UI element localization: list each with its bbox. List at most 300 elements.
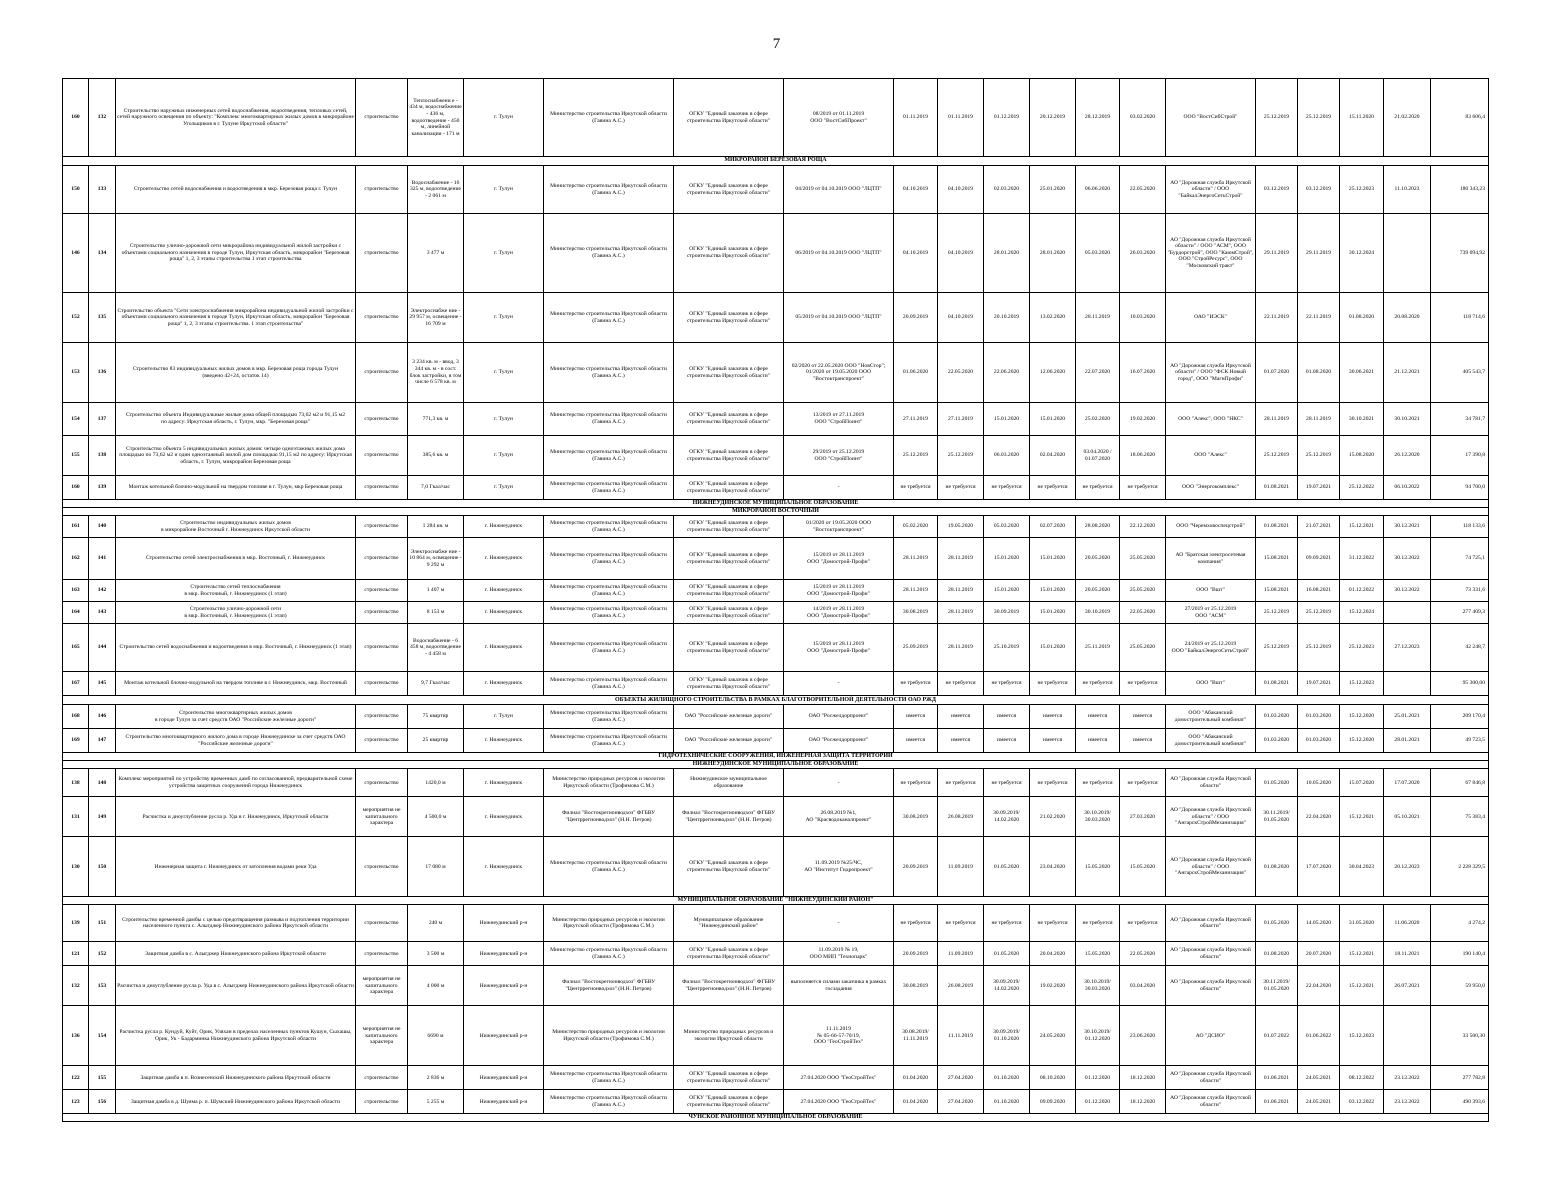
cell-contractor: ООО "Вшт" <box>1166 672 1256 696</box>
cell-date-1: 01.06.2020 <box>894 343 938 403</box>
cell-date-5: 30.10.2019/ 30.03.2020 <box>1076 797 1120 837</box>
cell-date-3: 22.06.2020 <box>984 343 1030 403</box>
cell-date-5: 30.10.2019/ 30.03.2020 <box>1076 966 1120 1006</box>
cell-location: Нижнеудинский р-н <box>464 1090 544 1114</box>
cell-customer: Филиал "Востокрегионводхоз" ФГБВУ "Центррегионводхоз" (Н.Н. Петров) <box>674 797 784 837</box>
cell-object-name: Строительство улично-дорожной сети микрорайона индивидуальной жилой застройки с объектами социального назначения в городе Тулун, Иркутская область, микрорайон "Березовая роща" 1, 2, 3 этапы строительства 1 этап строительства <box>116 214 356 293</box>
cell-design-contract: 15/2019 от 28.11.2019 ООО "Домострой-Профи" <box>784 538 894 580</box>
table-row <box>63 942 1489 966</box>
cell-cost: 490 393,6 <box>1431 1090 1489 1114</box>
cell-cost: 67 846,8 <box>1431 769 1489 797</box>
cell-item-number: 149 <box>89 797 116 837</box>
cell-contractor: ООО "ВостСибСтрой" <box>1166 79 1256 157</box>
cell-work-type: строительство <box>356 580 408 602</box>
cell-date-9: 31.05.2020 <box>1340 905 1384 942</box>
cell-date-9: 15.12.2021 <box>1340 516 1384 538</box>
cell-cost: 49 723,5 <box>1431 729 1489 753</box>
cell-cost: 83 606,4 <box>1431 79 1489 157</box>
cell-capacity: Теплоснабжени е - 434 м, водоснабжение - 436 м, водоотведение - 450 м, линейной канализации - 171 м <box>408 79 464 157</box>
cell-item-number: 156 <box>89 1090 116 1114</box>
cell-capacity: 3 234 кв. м - ввод, 3 344 кв. м - в сост. блок застройки, в том числе 6 578 кв. м <box>408 343 464 403</box>
cell-design-contract: 15/2019 от 28.11.2019 ООО "Домострой-Профи" <box>784 624 894 672</box>
cell-capacity: 240 м <box>408 905 464 942</box>
cell-date-7: 01.07.2022 <box>1256 1006 1298 1066</box>
cell-location: г. Тулун <box>464 705 544 729</box>
cell-date-8: 03.12.2019 <box>1298 166 1340 214</box>
cell-date-2: 04.10.2019 <box>938 166 984 214</box>
cell-work-type: строительство <box>356 79 408 157</box>
table-row <box>63 1006 1489 1066</box>
cell-date-7: 25.12.2019 <box>1256 602 1298 624</box>
cell-object-name: Строительство многоквартирных жилых домов в городе Тулун за счет средств ОАО "Российские железные дороги" <box>116 705 356 729</box>
cell-date-10: 23.12.2022 <box>1384 1066 1431 1090</box>
cell-cost: 95 300,00 <box>1431 672 1489 696</box>
cell-capacity: 771,3 кв. м <box>408 403 464 436</box>
table-row <box>63 476 1489 500</box>
cell-customer: ОГКУ "Единый заказчик в сфере строительства Иркутской области" <box>674 403 784 436</box>
cell-date-4: 25.01.2020 <box>1030 166 1076 214</box>
cell-contractor: ООО "Алекс", ООО "НКС" <box>1166 403 1256 436</box>
cell-date-7: 15.08.2021 <box>1256 580 1298 602</box>
cell-date-1: имеется <box>894 705 938 729</box>
cell-date-3: 25.10.2019 <box>984 624 1030 672</box>
cell-row-number: 123 <box>63 1090 89 1114</box>
cell-capacity: 1 284 кв. м <box>408 516 464 538</box>
cell-date-6: 26.03.2020 <box>1120 214 1166 293</box>
cell-location: г. Нижнеудинск <box>464 624 544 672</box>
cell-date-2: не требуется <box>938 476 984 500</box>
cell-location: г. Тулун <box>464 403 544 436</box>
cell-work-type: строительство <box>356 293 408 343</box>
cell-item-number: 150 <box>89 837 116 897</box>
cell-date-5: 20.05.2020 <box>1076 538 1120 580</box>
cell-location: Нижнеудинский р-н <box>464 1066 544 1090</box>
cell-cost: 33 500,30 <box>1431 1006 1489 1066</box>
cell-date-9: 15.12.2021 <box>1340 966 1384 1006</box>
cell-design-contract: 05/2019 от 04.10.2019 ООО "ЛЦТП" <box>784 293 894 343</box>
cell-contractor: ООО "Абаканский домостроительный комбинат" <box>1166 705 1256 729</box>
cell-row-number: 154 <box>63 403 89 436</box>
cell-date-10: 28.01.2021 <box>1384 729 1431 753</box>
cell-capacity: Электроснабже ние - 29 957 м, освещение - 16 709 м <box>408 293 464 343</box>
cell-date-1: 20.09.2019 <box>894 293 938 343</box>
cell-date-4: 24.05.2020 <box>1030 1006 1076 1066</box>
section-title: ОБЪЕКТЫ ЖИЛИЩНОГО СТРОИТЕЛЬСТВА В РАМКАХ БЛАГОТВОРИТЕЛЬНОЙ ДЕЯТЕЛЬНОСТИ ОАО РЖД <box>63 696 1489 705</box>
cell-object-name: Строительство многоквартирного жилого дома в городе Нижнеудинске за счет средств ОАО "Российские железные дороги" <box>116 729 356 753</box>
cell-cost: 190 140,4 <box>1431 942 1489 966</box>
cell-work-type: строительство <box>356 729 408 753</box>
cell-capacity: 6690 м <box>408 1006 464 1066</box>
cell-date-8: 24.05.2021 <box>1298 1090 1340 1114</box>
cell-date-6: 18.12.2020 <box>1120 1090 1166 1114</box>
cell-date-8: 01.03.2020 <box>1298 729 1340 753</box>
cell-item-number: 142 <box>89 580 116 602</box>
table-row <box>63 769 1489 797</box>
cell-design-contract: 11.09.2019 №25/ЧС, АО "Институт Гидропроект" <box>784 837 894 897</box>
cell-date-7: 25.12.2019 <box>1256 436 1298 476</box>
cell-contractor: ООО "Энергокомплекс" <box>1166 476 1256 500</box>
cell-date-6: не требуется <box>1120 905 1166 942</box>
cell-design-contract: 08/2019 от 01.11.2019 ООО "ВостСибПроект" <box>784 79 894 157</box>
cell-capacity: 5 255 м <box>408 1090 464 1114</box>
cell-date-7: 01.08.2021 <box>1256 672 1298 696</box>
cell-date-10 <box>1384 602 1431 624</box>
cell-date-6: 16.07.2020 <box>1120 343 1166 403</box>
cell-date-3: не требуется <box>984 769 1030 797</box>
cell-date-1: 04.10.2019 <box>894 214 938 293</box>
cell-object-name: Защитная дамба в с. Алыгджер Нижнеудинского района Иркутской области <box>116 942 356 966</box>
cell-date-3: не требуется <box>984 905 1030 942</box>
cell-contractor: АО "Дорожная служба Иркутской области" / ООО "БайкалЭнергоСетьСтрой" <box>1166 166 1256 214</box>
cell-item-number: 148 <box>89 769 116 797</box>
cell-date-9: 25.12.2023 <box>1340 624 1384 672</box>
cell-customer: Министерство природных ресурсов и экологии Иркутской области <box>674 1006 784 1066</box>
cell-row-number: 138 <box>63 769 89 797</box>
cell-date-3: 20.10.2019 <box>984 293 1030 343</box>
cell-date-6: 22.05.2020 <box>1120 942 1166 966</box>
cell-location: г. Тулун <box>464 293 544 343</box>
cell-design-contract: 04/2019 от 04.10.2019 ООО "ЛЦТП" <box>784 166 894 214</box>
cell-responsible-ministry: Филиал "Востокрегионводхоз" ФГБВУ "Центррегионводхоз" (Н.Н. Петров) <box>544 966 674 1006</box>
table-row <box>63 705 1489 729</box>
cell-date-5: имеется <box>1076 705 1120 729</box>
cell-date-2: 01.11.2019 <box>938 79 984 157</box>
cell-cost: 17 390,8 <box>1431 436 1489 476</box>
cell-date-5: 28.12.2019 <box>1076 79 1120 157</box>
cell-work-type: мероприятия не капитального характера <box>356 1006 408 1066</box>
cell-date-5: 01.12.2020 <box>1076 1090 1120 1114</box>
cell-date-1: 05.02.2020 <box>894 516 938 538</box>
cell-capacity: 3 477 м <box>408 214 464 293</box>
cell-date-2: 28.11.2019 <box>938 602 984 624</box>
cell-contractor: ООО "Алекс" <box>1166 436 1256 476</box>
cell-date-7: 01.08.2021 <box>1256 516 1298 538</box>
table-row <box>63 580 1489 602</box>
cell-row-number: 136 <box>63 1006 89 1066</box>
table-row <box>63 602 1489 624</box>
cell-date-2: не требуется <box>938 905 984 942</box>
cell-date-4: 15.01.2020 <box>1030 538 1076 580</box>
cell-date-2: 26.08.2019 <box>938 966 984 1006</box>
cell-location: г. Нижнеудинск <box>464 580 544 602</box>
cell-design-contract: ОАО "Росжелдорпроект" <box>784 705 894 729</box>
cell-date-4: 15.01.2020 <box>1030 624 1076 672</box>
cell-date-4: 13.02.2020 <box>1030 293 1076 343</box>
cell-date-2: 11.11.2019 <box>938 1006 984 1066</box>
cell-object-name: Расчистка и дноуглубление русла р. Уда в с. Алыгджер Нижнеудинского района Иркутской области <box>116 966 356 1006</box>
cell-design-contract: 14/2019 от 28.11.2019 ООО "Домострой-Профи" <box>784 602 894 624</box>
cell-date-4: имеется <box>1030 705 1076 729</box>
cell-date-10: 27.12.2023 <box>1384 624 1431 672</box>
table-row <box>63 624 1489 672</box>
cell-responsible-ministry: Министерство строительства Иркутской области (Гавина А.С.) <box>544 672 674 696</box>
cell-responsible-ministry: Министерство строительства Иркутской области (Гавина А.С.) <box>544 516 674 538</box>
cell-date-1: 27.11.2019 <box>894 403 938 436</box>
cell-capacity: 75 квартир <box>408 705 464 729</box>
cell-date-1: 30.08.2019 <box>894 966 938 1006</box>
cell-date-8: 22.04.2020 <box>1298 966 1340 1006</box>
table-row <box>63 403 1489 436</box>
cell-date-9: 15.11.2020 <box>1340 79 1384 157</box>
cell-date-4: 19.02.2020 <box>1030 966 1076 1006</box>
cell-date-2: 19.05.2020 <box>938 516 984 538</box>
cell-date-3: 28.01.2020 <box>984 214 1030 293</box>
cell-date-6: 22.05.2020 <box>1120 602 1166 624</box>
cell-object-name: Строительство наружных инженерных сетей водоснабжения, водоотведения, тепловых сетей, сетей наружного освещения по объекту: "Комплекс многоквартирных жилых домов в микрорайоне Угольщиков в г. Тулуне Иркутской области" <box>116 79 356 157</box>
cell-date-1: 01.04.2020 <box>894 1090 938 1114</box>
cell-design-contract: 01/2020 от 19.05.2020 ООО "Востоктранспроект" <box>784 516 894 538</box>
cell-location: г. Нижнеудинск <box>464 672 544 696</box>
cell-customer: ОГКУ "Единый заказчик в сфере строительства Иркутской области" <box>674 624 784 672</box>
cell-date-1: 20.09.2019 <box>894 837 938 897</box>
cell-contractor: ООО "Абаканский домостроительный комбинат" <box>1166 729 1256 753</box>
table-row <box>63 1090 1489 1114</box>
cell-object-name: Строительство 83 индивидуальных жилых домов в мкр. Березовая роща города Тулун (введено 42+24, остаток 14) <box>116 343 356 403</box>
cell-date-5: 15.05.2020 <box>1076 837 1120 897</box>
cell-work-type: строительство <box>356 1090 408 1114</box>
cell-row-number: 139 <box>63 905 89 942</box>
section-header-row <box>63 508 1489 516</box>
cell-date-3: 30.09.2019/ 14.02.2020 <box>984 797 1030 837</box>
cell-date-3: 30.09.2019 <box>984 602 1030 624</box>
cell-date-7: 01.08.2020 <box>1256 837 1298 897</box>
cell-date-9: 15.12.2021 <box>1340 797 1384 837</box>
cell-date-4: 21.02.2020 <box>1030 797 1076 837</box>
cell-contractor: АО "Дорожная служба Иркутской области" <box>1166 905 1256 942</box>
cell-date-5: 20.05.2020 <box>1076 580 1120 602</box>
cell-item-number: 138 <box>89 436 116 476</box>
cell-contractor: АО "Дорожная служба Иркутской области" / ООО "АнгарскСтройМеханизация" <box>1166 837 1256 897</box>
cell-row-number: 122 <box>63 1066 89 1090</box>
cell-date-8: 01.08.2020 <box>1298 343 1340 403</box>
cell-date-9: 30.12.2024 <box>1340 214 1384 293</box>
cell-date-8: 19.07.2021 <box>1298 672 1340 696</box>
cell-capacity: 9,7 Гкал/час <box>408 672 464 696</box>
cell-responsible-ministry: Министерство строительства Иркутской области (Гавина А.С.) <box>544 1066 674 1090</box>
cell-date-5: 30.10.2019 <box>1076 602 1120 624</box>
cell-date-7: 01.08.2020 <box>1256 942 1298 966</box>
cell-responsible-ministry: Министерство строительства Иркутской области (Гавина А.С.) <box>544 538 674 580</box>
table-row <box>63 672 1489 696</box>
cell-date-5: 05.03.2020 <box>1076 214 1120 293</box>
cell-object-name: Монтаж котельной блочно-модульной на твердом топливе в г. Тулун, мкр Березовая роща <box>116 476 356 500</box>
cell-cost: 34 781,7 <box>1431 403 1489 436</box>
cell-work-type: строительство <box>356 837 408 897</box>
table-row <box>63 729 1489 753</box>
cell-object-name: Комплекс мероприятий по устройству временных дамб по согласованной, предварительной схеме устройства защитных сооружений города Нижнеудинск <box>116 769 356 797</box>
cell-responsible-ministry: Министерство строительства Иркутской области (Гавина А.С.) <box>544 580 674 602</box>
cell-date-10: 26.12.2020 <box>1384 436 1431 476</box>
cell-capacity: Водоснабжение - 16 325 м, водоотведение - 2 061 м <box>408 166 464 214</box>
table-row <box>63 214 1489 293</box>
table-row <box>63 1066 1489 1090</box>
cell-responsible-ministry: Министерство строительства Иркутской области (Гавина А.С.) <box>544 705 674 729</box>
cell-date-3: имеется <box>984 729 1030 753</box>
cell-work-type: мероприятия не капитального характера <box>356 797 408 837</box>
cell-date-9: 15.12.2021 <box>1340 942 1384 966</box>
cell-work-type: мероприятия не капитального характера <box>356 966 408 1006</box>
cell-date-1: 01.11.2019 <box>894 79 938 157</box>
cell-date-10 <box>1384 672 1431 696</box>
cell-cost: 277 409,3 <box>1431 602 1489 624</box>
cell-row-number: 168 <box>63 705 89 729</box>
cell-item-number: 134 <box>89 214 116 293</box>
cell-responsible-ministry: Министерство строительства Иркутской области (Гавина А.С.) <box>544 79 674 157</box>
cell-date-5: 30.10.2019/ 01.12.2020 <box>1076 1006 1120 1066</box>
cell-date-6: 25.05.2020 <box>1120 624 1166 672</box>
cell-work-type: строительство <box>356 602 408 624</box>
cell-date-3: 01.10.2020 <box>984 1090 1030 1114</box>
cell-contractor: ОАО "ИЭСК" <box>1166 293 1256 343</box>
cell-responsible-ministry: Министерство строительства Иркутской области (Гавина А.С.) <box>544 837 674 897</box>
cell-design-contract: 11.11.2019 № 05-66-57-70/19, ООО "ГеоСтройТех" <box>784 1006 894 1066</box>
cell-date-9: 30.10.2021 <box>1340 403 1384 436</box>
cell-object-name: Строительство сетей водоснабжения и водоотведения в мкр. Восточный, г. Нижнеудинск (1 этап) <box>116 624 356 672</box>
cell-date-8: 28.11.2019 <box>1298 403 1340 436</box>
cell-date-5: 03.04.2020 / 01.07.2020 <box>1076 436 1120 476</box>
table-row <box>63 293 1489 343</box>
cell-work-type: строительство <box>356 905 408 942</box>
cell-row-number: 155 <box>63 436 89 476</box>
cell-row-number: 150 <box>63 166 89 214</box>
section-title: ГИДРОТЕХНИЧЕСКИЕ СООРУЖЕНИЯ, ИНЖЕНЕРНАЯ ЗАЩИТА ТЕРРИТОРИИ <box>63 753 1489 761</box>
cell-date-7: 25.12.2019 <box>1256 79 1298 157</box>
cell-customer: ОГКУ "Единый заказчик в сфере строительства Иркутской области" <box>674 343 784 403</box>
cell-row-number: 160 <box>63 476 89 500</box>
cell-date-6: 03.02.2020 <box>1120 79 1166 157</box>
cell-date-6: 18.06.2020 <box>1120 436 1166 476</box>
cell-date-5: 22.07.2020 <box>1076 343 1120 403</box>
cell-date-5: 01.12.2020 <box>1076 1066 1120 1090</box>
cell-contractor: АО "Братская электросетевая компания" <box>1166 538 1256 580</box>
cell-work-type: строительство <box>356 942 408 966</box>
section-title: МУНИЦИПАЛЬНОЕ ОБРАЗОВАНИЕ "НИЖНЕУДИНСКИЙ РАЙОН" <box>63 897 1489 905</box>
section-title: НИЖНЕУДИНСКОЕ МУНИЦИПАЛЬНОЕ ОБРАЗОВАНИЕ <box>63 500 1489 508</box>
cell-responsible-ministry: Министерство строительства Иркутской области (Гавина А.С.) <box>544 729 674 753</box>
cell-capacity: 3 500 м <box>408 942 464 966</box>
cell-date-1: 25.12.2019 <box>894 436 938 476</box>
cell-customer: ОГКУ "Единый заказчик в сфере строительства Иркутской области" <box>674 1090 784 1114</box>
cell-date-9: 15.12.2023 <box>1340 672 1384 696</box>
cell-location: Нижнеудинский р-н <box>464 905 544 942</box>
cell-responsible-ministry: Министерство строительства Иркутской области (Гавина А.С.) <box>544 214 674 293</box>
cell-date-2: 04.10.2019 <box>938 293 984 343</box>
cell-date-8: 24.05.2021 <box>1298 1066 1340 1090</box>
cell-date-4: не требуется <box>1030 476 1076 500</box>
cell-customer: ОГКУ "Единый заказчик в сфере строительства Иркутской области" <box>674 166 784 214</box>
cell-design-contract: - <box>784 672 894 696</box>
cell-responsible-ministry: Министерство природных ресурсов и экологии Иркутской области (Трофимова С.М.) <box>544 905 674 942</box>
cell-date-6: 22.05.2020 <box>1120 166 1166 214</box>
cell-date-5: 25.02.2020 <box>1076 403 1120 436</box>
cell-date-4: 15.01.2020 <box>1030 602 1076 624</box>
cell-date-1: 25.09.2019 <box>894 624 938 672</box>
cell-cost: 75 383,4 <box>1431 797 1489 837</box>
cell-row-number: 169 <box>63 729 89 753</box>
cell-row-number: 121 <box>63 942 89 966</box>
cell-object-name: Расчистка и дноуглубление русла р. Уда в г. Нижнеудинск, Иркутской области <box>116 797 356 837</box>
section-title: ЧУНСКОЕ РАЙОННОЕ МУНИЦИПАЛЬНОЕ ОБРАЗОВАНИЕ <box>63 1114 1489 1122</box>
cell-date-2: имеется <box>938 729 984 753</box>
cell-cost: 405 543,7 <box>1431 343 1489 403</box>
cell-item-number: 135 <box>89 293 116 343</box>
cell-date-1: не требуется <box>894 769 938 797</box>
table-row <box>63 538 1489 580</box>
cell-date-7: 01.06.2021 <box>1256 1090 1298 1114</box>
cell-date-1: 20.09.2019 <box>894 942 938 966</box>
cell-work-type: строительство <box>356 672 408 696</box>
cell-date-8: 22.11.2019 <box>1298 293 1340 343</box>
table-row <box>63 79 1489 157</box>
cell-row-number: 164 <box>63 602 89 624</box>
cell-cost: 180 343,23 <box>1431 166 1489 214</box>
cell-date-5: 06.06.2020 <box>1076 166 1120 214</box>
cell-date-9: 15.12.2020 <box>1340 705 1384 729</box>
cell-cost: 2 228 329,5 <box>1431 837 1489 897</box>
cell-date-7: 15.08.2021 <box>1256 538 1298 580</box>
cell-date-4: имеется <box>1030 729 1076 753</box>
cell-date-9: 25.12.2022 <box>1340 476 1384 500</box>
cell-customer: ОГКУ "Единый заказчик в сфере строительства Иркутской области" <box>674 476 784 500</box>
cell-contractor: АО "Дорожная служба Иркутской области" <box>1166 769 1256 797</box>
cell-date-1: не требуется <box>894 476 938 500</box>
cell-date-6: 25.05.2020 <box>1120 580 1166 602</box>
cell-responsible-ministry: Министерство строительства Иркутской области (Гавина А.С.) <box>544 602 674 624</box>
cell-date-2: 28.11.2019 <box>938 580 984 602</box>
cell-responsible-ministry: Филиал "Востокрегионводхоз" ФГБВУ "Центррегионводхоз" (Н.Н. Петров) <box>544 797 674 837</box>
cell-customer: ОГКУ "Единый заказчик в сфере строительства Иркутской области" <box>674 79 784 157</box>
cell-date-1: 30.08.2019 <box>894 602 938 624</box>
cell-item-number: 146 <box>89 705 116 729</box>
cell-date-3: 15.01.2020 <box>984 538 1030 580</box>
cell-date-6: не требуется <box>1120 769 1166 797</box>
cell-date-10: 18.11.2021 <box>1384 942 1431 966</box>
section-header-row <box>63 897 1489 905</box>
cell-design-contract: 06/2019 от 04.10.2019 ООО "ЛЦТП" <box>784 214 894 293</box>
cell-contractor: АО "Дорожная служба Иркутской области" <box>1166 966 1256 1006</box>
cell-work-type: строительство <box>356 624 408 672</box>
cell-date-4: не требуется <box>1030 672 1076 696</box>
cell-item-number: 136 <box>89 343 116 403</box>
cell-cost: 739 094,92 <box>1431 214 1489 293</box>
cell-row-number: 130 <box>63 837 89 897</box>
cell-row-number: 165 <box>63 624 89 672</box>
cell-contractor: АО "Дорожная служба Иркутской области" / ООО "ФСК Новый город", ООО "МагнПрофи" <box>1166 343 1256 403</box>
cell-cost: 59 950,0 <box>1431 966 1489 1006</box>
cell-design-contract: 02/2020 от 22.05.2020 ООО "НовСтор"; 01/2020 от 19.05.2020 ООО "Востоктранспроект" <box>784 343 894 403</box>
cell-object-name: Строительство сетей водоснабжения и водоотведения в мкр. Березовая роща г. Тулун <box>116 166 356 214</box>
cell-work-type: строительство <box>356 538 408 580</box>
cell-date-9: 01.08.2020 <box>1340 293 1384 343</box>
cell-date-1: 28.11.2019 <box>894 580 938 602</box>
cell-date-1: не требуется <box>894 672 938 696</box>
cell-row-number: 167 <box>63 672 89 696</box>
cell-capacity: 4 000 м <box>408 966 464 1006</box>
cell-date-6: 03.04.2020 <box>1120 966 1166 1006</box>
cell-date-3: 06.03.2020 <box>984 436 1030 476</box>
cell-capacity: 1420,0 м <box>408 769 464 797</box>
cell-responsible-ministry: Министерство строительства Иркутской области (Гавина А.С.) <box>544 436 674 476</box>
cell-date-8: 14.05.2020 <box>1298 905 1340 942</box>
cell-capacity: Водоснабжение - 6 458 м, водоотведение - 4 458 м <box>408 624 464 672</box>
cell-date-10: 25.01.2021 <box>1384 705 1431 729</box>
cell-work-type: строительство <box>356 705 408 729</box>
cell-date-2: 27.11.2019 <box>938 403 984 436</box>
cell-date-4: не требуется <box>1030 905 1076 942</box>
cell-date-10 <box>1384 1006 1431 1066</box>
cell-date-3: 05.03.2020 <box>984 516 1030 538</box>
cell-customer: ОАО "Российские железные дороги" <box>674 729 784 753</box>
